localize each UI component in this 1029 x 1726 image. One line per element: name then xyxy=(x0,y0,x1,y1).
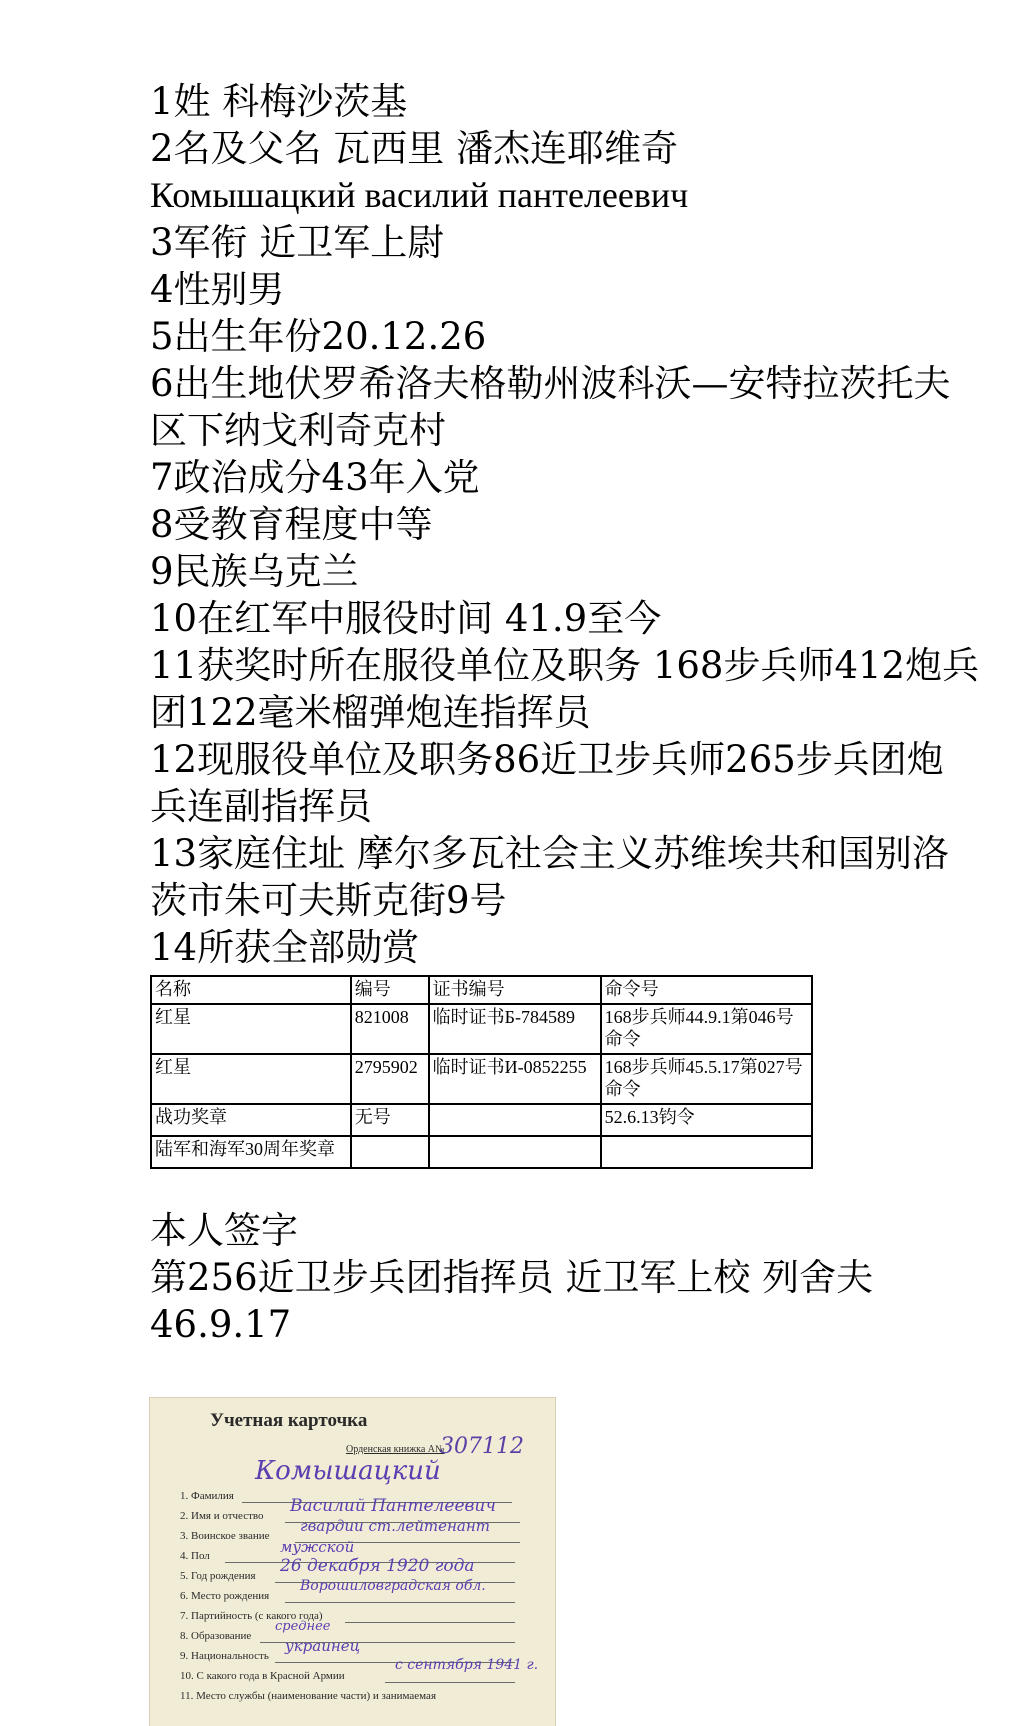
card-handwriting-education: среднее xyxy=(275,1619,331,1634)
field-rank: 3军衔 近卫军上尉 xyxy=(150,221,445,264)
column-header-name: 名称 xyxy=(151,976,351,1004)
table-header-row xyxy=(151,976,812,1004)
table-cell: 陆军和海军30周年奖章 xyxy=(151,1136,351,1168)
card-book-label: Орденская книжка А№ xyxy=(346,1444,445,1455)
card-field-1: 1. Фамилия xyxy=(180,1490,234,1502)
field-sex: 4性别男 xyxy=(150,268,285,311)
table-cell: 临时证书И-0852255 xyxy=(429,1054,601,1104)
column-header-number: 编号 xyxy=(351,976,429,1004)
signature-date: 46.9.17 xyxy=(150,1303,292,1346)
field-party: 7政治成分43年入党 xyxy=(150,456,480,499)
card-field-6: 6. Место рождения xyxy=(180,1590,270,1602)
signature-block xyxy=(150,1207,980,1348)
table-cell: 52.6.13钧令 xyxy=(601,1104,812,1136)
card-handwriting-sex: мужской xyxy=(280,1538,355,1556)
card-rule xyxy=(385,1682,515,1683)
table-row xyxy=(151,1136,812,1168)
table-cell: 2795902 xyxy=(351,1054,429,1104)
card-rule xyxy=(285,1602,515,1603)
table-cell: 168步兵师44.9.1第046号命令 xyxy=(601,1004,812,1054)
card-field-4: 4. Пол xyxy=(180,1550,210,1562)
table-cell: 红星 xyxy=(151,1054,351,1104)
card-handwriting-birthdate: 26 декабря 1920 года xyxy=(280,1556,475,1576)
table-cell: 821008 xyxy=(351,1004,429,1054)
field-unit-at-award: 11获奖时所在服役单位及职务 168步兵师412炮兵团122毫米榴弹炮连指挥员 xyxy=(150,644,980,734)
table-cell xyxy=(351,1136,429,1168)
card-field-11: 11. Место службы (наименование части) и занимаемая xyxy=(180,1690,437,1702)
table-cell: 战功奖章 xyxy=(151,1104,351,1136)
table-row xyxy=(151,1104,812,1136)
card-handwriting-nationality: украинец xyxy=(285,1637,361,1655)
table-cell xyxy=(429,1104,601,1136)
card-field-5: 5. Год рождения xyxy=(180,1570,256,1582)
table-cell: 168步兵师45.5.17第027号命令 xyxy=(601,1054,812,1104)
column-header-order: 命令号 xyxy=(601,976,812,1004)
field-education: 8受教育程度中等 xyxy=(150,503,433,546)
card-field-10: 10. С какого года в Красной Армии xyxy=(180,1670,345,1682)
field-awards-heading: 14所获全部勋赏 xyxy=(150,926,420,969)
card-handwriting-birthplace: Ворошиловградская обл. xyxy=(300,1578,486,1594)
field-service-start: 10在红军中服役时间 41.9至今 xyxy=(150,597,662,640)
scanned-card-image xyxy=(150,1398,555,1726)
field-name-russian: Комышацкий василий пантелеевич xyxy=(150,175,689,215)
field-birthplace: 6出生地伏罗希洛夫格勒州波科沃—安特拉茨托夫区下纳戈利奇克村 xyxy=(150,362,951,452)
field-home-address: 13家庭住址 摩尔多瓦社会主义苏维埃共和国别洛茨市朱可夫斯克街9号 xyxy=(150,832,949,922)
card-handwriting-service: с сентября 1941 г. xyxy=(395,1657,539,1673)
card-handwriting-name: Василий Пантелеевич xyxy=(290,1496,496,1516)
card-field-2: 2. Имя и отчество xyxy=(180,1510,264,1522)
card-field-9: 9. Национальность xyxy=(180,1650,269,1662)
table-cell xyxy=(429,1136,601,1168)
awards-table xyxy=(150,975,813,1169)
table-cell: 红星 xyxy=(151,1004,351,1054)
card-field-8: 8. Образование xyxy=(180,1630,252,1642)
table-cell: 临时证书Б-784589 xyxy=(429,1004,601,1054)
field-nationality: 9民族乌克兰 xyxy=(150,550,359,593)
table-cell: 无号 xyxy=(351,1104,429,1136)
field-birth-year: 5出生年份20.12.26 xyxy=(150,315,487,358)
field-surname: 1姓 科梅沙茨基 xyxy=(150,80,408,123)
card-title: Учетная карточка xyxy=(210,1410,368,1431)
card-handwriting-rank: гвардии ст.лейтенант xyxy=(300,1517,490,1535)
field-name-patronymic: 2名及父名 瓦西里 潘杰连耶维奇 xyxy=(150,127,679,170)
document-body xyxy=(150,78,980,1348)
card-field-7: 7. Партийность (с какого года) xyxy=(180,1610,323,1622)
card-field-3: 3. Воинское звание xyxy=(180,1530,270,1542)
card-book-number: 307112 xyxy=(440,1434,524,1459)
table-cell xyxy=(601,1136,812,1168)
table-row xyxy=(151,1054,812,1104)
table-row xyxy=(151,1004,812,1054)
card-rule xyxy=(345,1622,515,1623)
signature-signer: 第256近卫步兵团指挥员 近卫军上校 列舍夫 xyxy=(150,1256,874,1299)
signature-label: 本人签字 xyxy=(150,1209,298,1252)
column-header-certificate: 证书编号 xyxy=(429,976,601,1004)
field-current-unit: 12现服役单位及职务86近卫步兵师265步兵团炮兵连副指挥员 xyxy=(150,738,944,828)
card-handwriting-surname: Комышацкий xyxy=(255,1456,441,1486)
